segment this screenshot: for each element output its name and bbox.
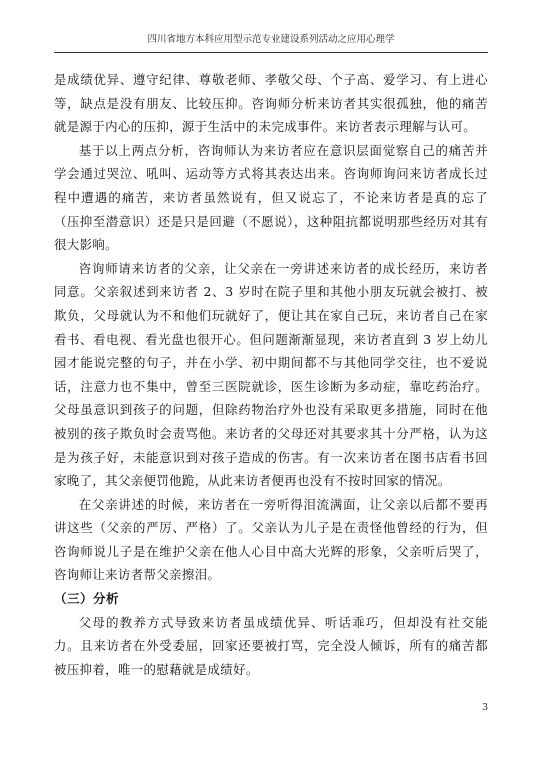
paragraph-analysis-basis: 基于以上两点分析，咨询师认为来访者应在意识层面觉察自己的痛苦并学会通过哭泣、吼叫、运动等方式将其表达出来。咨询师询问来访者成长过程中遭遇的痛苦，来访者虽然说有，但又说忘了，不论来访者是真的忘了（压抑至潜意识）还是只是回避（不愿说），这种阻抗都说明那些经历对其有很大影响。 <box>54 142 488 253</box>
running-header: 四川省地方本科应用型示范专业建设系列活动之应用心理学 <box>147 34 395 45</box>
header-divider <box>54 52 488 53</box>
paragraph-analysis: 父母的教养方式导致来访者虽成绩优异、听话乖巧，但却没有社交能力。且来访者在外受委屈，回家还要被打骂，完全没人倾诉，所有的痛苦都被压抑着，唯一的慰藉就是成绩好。 <box>54 614 488 677</box>
page-number: 3 <box>481 702 488 713</box>
paragraph-father-account: 咨询师请来访者的父亲，让父亲在一旁讲述来访者的成长经历，来访者同意。父亲叙述到来访者 2、3 岁时在院子里和其他小朋友玩就会被打、被欺负，父母就认为不和他们玩就好了，便让其在家自己玩，来访者自己在家看书、看电视、看光盘也很开心。但问题渐渐显现，来访者直到 3 岁上幼儿园才能说完整的句子，并在小学、初中期间都不与其他同学交往，也不爱说话，注意力也不集中，曾至三医院就诊，医生诊断为多动症，靠吃药治疗。父母虽意识到孩子的问题，但除药物治疗外也没有采取更多措施，同时在他被别的孩子欺负时会责骂他。来访者的父母还对其要求其十分严格，认为这是为孩子好，未能意识到对孩子造成的伤害。有一次来访者在图书店看书回家晚了，其父亲便罚他跪，从此来访者便再也没有不按时回家的情况。 <box>54 260 488 489</box>
section-heading-analysis: （三）分析 <box>54 591 119 607</box>
body-text <box>54 68 488 681</box>
paragraph-father-narration: 在父亲讲述的时候，来访者在一旁听得泪流满面，让父亲以后都不要再讲这些（父亲的严厉、严格）了。父亲认为儿子是在责怪他曾经的行为，但咨询师说儿子是在维护父亲在他人心目中高大光辉的形象，父亲听后哭了，咨询师让来访者帮父亲擦泪。 <box>54 496 488 583</box>
paragraph-continued: 是成绩优异、遵守纪律、尊敬老师、孝敬父母、个子高、爱学习、有上进心等，缺点是没有朋友、比较压抑。咨询师分析来访者其实很孤独，他的痛苦就是源于内心的压抑，源于生活中的未完成事件。来访者表示理解与认可。 <box>54 72 488 135</box>
